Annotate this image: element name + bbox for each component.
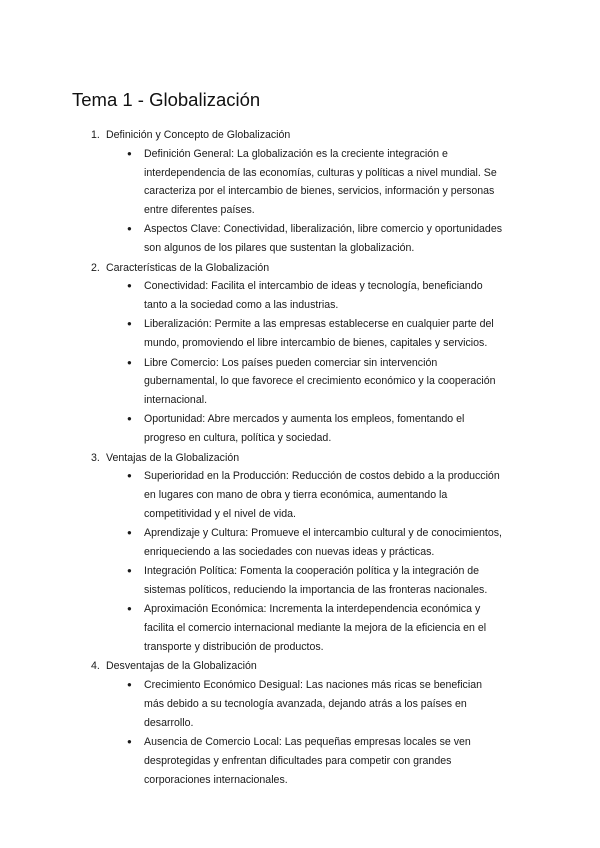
list-item	[72, 676, 540, 732]
section-advantages	[72, 449, 540, 657]
bullet-dot-icon: ●	[127, 604, 132, 614]
section-heading-row	[72, 449, 540, 468]
bullet-list	[72, 145, 540, 258]
list-item-text: Oportunidad: Abre mercados y aumenta los empleos, fomentando el progreso en cultura, política y sociedad.	[144, 413, 465, 445]
list-item	[72, 410, 540, 448]
section-number: 4.	[91, 660, 100, 673]
bullet-list	[72, 676, 540, 789]
bullet-dot-icon: ●	[127, 471, 132, 481]
bullet-dot-icon: ●	[127, 281, 132, 291]
section-list	[72, 126, 540, 789]
bullet-dot-icon: ●	[127, 357, 132, 367]
section-heading-row	[72, 126, 540, 145]
page-title: Tema 1 - Globalización	[72, 89, 261, 110]
section-heading-row	[72, 657, 540, 676]
bullet-list	[72, 277, 540, 448]
list-item	[72, 277, 540, 315]
list-item	[72, 220, 540, 258]
bullet-dot-icon: ●	[127, 680, 132, 690]
list-item-text: Aprendizaje y Cultura: Promueve el intercambio cultural y de conocimientos, enriqueciendo a las sociedades con nuevas ideas y prácticas.	[144, 527, 503, 559]
section-number: 1.	[91, 129, 100, 141]
bullet-dot-icon: ●	[127, 148, 132, 158]
list-item	[72, 145, 540, 220]
list-item	[72, 467, 540, 523]
list-item	[72, 562, 540, 600]
section-heading-row	[72, 259, 540, 278]
list-item-text: Conectividad: Facilita el intercambio de ideas y tecnología, beneficiando tanto a la sociedad como a las industrias.	[144, 280, 483, 312]
list-item-text: Ausencia de Comercio Local: Las pequeñas empresas locales se ven desprotegidas y enfrentan dificultades para competir con grandes corporaciones internacionales.	[144, 736, 471, 786]
section-heading: Desventajas de la Globalización	[106, 660, 257, 673]
section-definition	[72, 126, 540, 258]
list-item	[72, 524, 540, 562]
bullet-dot-icon: ●	[127, 566, 132, 576]
section-characteristics	[72, 259, 540, 448]
bullet-dot-icon: ●	[127, 319, 132, 329]
list-item-text: Aproximación Económica: Incrementa la interdependencia económica y facilita el comercio internacional mediante la mejora de la eficiencia en el transporte y distribución de productos.	[144, 603, 487, 654]
section-heading: Características de la Globalización	[106, 261, 270, 274]
list-item	[72, 354, 540, 410]
bullet-dot-icon: ●	[127, 528, 132, 538]
bullet-dot-icon: ●	[127, 224, 132, 234]
section-number: 2.	[91, 261, 100, 274]
bullet-dot-icon: ●	[127, 414, 132, 424]
list-item-text: Libre Comercio: Los países pueden comerciar sin intervención gubernamental, lo que favorece el crecimiento económico y la cooperación internacional.	[144, 356, 496, 407]
section-disadvantages	[72, 657, 540, 789]
list-item-text: Definición General: La globalización es la creciente integración e interdependencia de las economías, culturas y políticas a nivel mundial. Se caracteriza por el intercambio de bienes, servicios, información y personas entre diferentes países.	[144, 147, 497, 217]
list-item-text: Aspectos Clave: Conectividad, liberalización, libre comercio y oportunidades son algunos de los pilares que sustentan la globalización.	[144, 223, 503, 255]
list-item	[72, 315, 540, 353]
section-number: 3.	[91, 451, 100, 464]
list-item	[72, 600, 540, 656]
section-heading: Ventajas de la Globalización	[106, 451, 240, 464]
list-item-text: Superioridad en la Producción: Reducción de costos debido a la producción en lugares con mano de obra y tierra económica, aumentando la competitividad y el nivel de vida.	[144, 470, 500, 520]
list-item-text: Crecimiento Económico Desigual: Las naciones más ricas se benefician más debido a su tecnología avanzada, dejando atrás a los países en desarrollo.	[144, 679, 482, 729]
section-heading: Definición y Concepto de Globalización	[106, 129, 291, 141]
list-item-text: Integración Política: Fomenta la cooperación política y la integración de sistemas políticos, reduciendo la importancia de las fronteras nacionales.	[144, 565, 488, 597]
list-item	[72, 733, 540, 789]
list-item-text: Liberalización: Permite a las empresas establecerse en cualquier parte del mundo, promoviendo el libre intercambio de bienes, capitales y servicios.	[144, 318, 494, 350]
bullet-dot-icon: ●	[127, 737, 132, 746]
bullet-list	[72, 467, 540, 656]
